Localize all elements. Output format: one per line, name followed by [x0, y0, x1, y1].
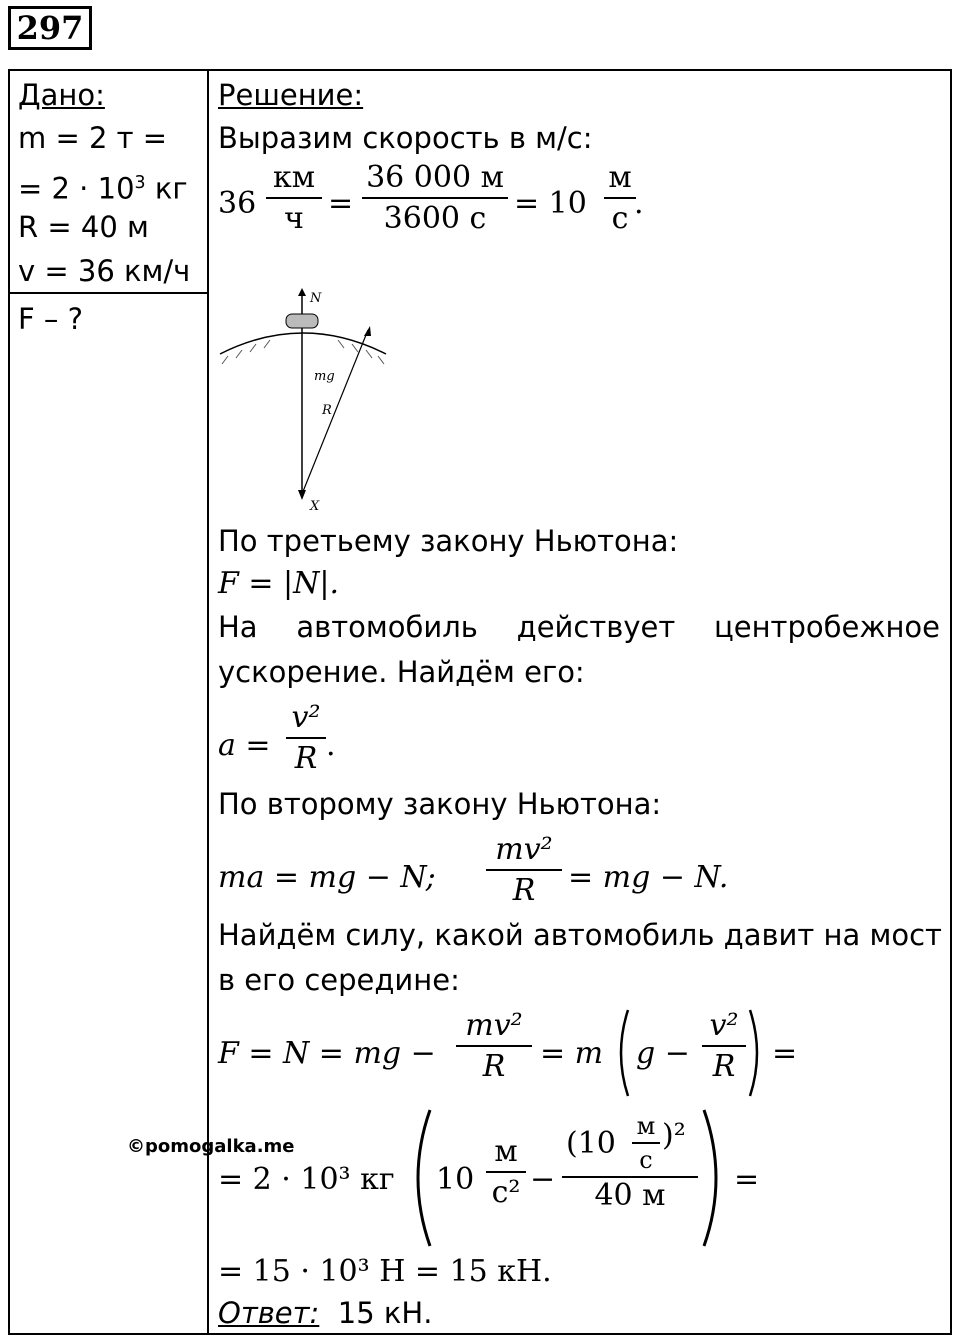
eq6-paren-left	[404, 1108, 434, 1248]
eq5-mid: = m	[540, 1036, 604, 1071]
eq5-paren-left	[612, 1008, 632, 1098]
force-text-2: в его середине:	[218, 963, 460, 997]
eq6-frac-ms2: м с²	[486, 1134, 526, 1210]
eq6-paren-right	[700, 1108, 730, 1248]
given-header: Дано:	[18, 78, 105, 112]
eq6-ten: 10	[436, 1162, 475, 1197]
eq1-frac-ms: 36 000 м 3600 с	[362, 160, 508, 236]
x-arrowhead	[298, 490, 306, 500]
eq4-frac: mv² R	[486, 832, 562, 908]
eq5-frac1: mv² R	[456, 1008, 532, 1084]
watermark: ©pomogalka.me	[127, 1136, 295, 1157]
eq4-right: = mg − N.	[568, 860, 729, 895]
eq5-g: g −	[636, 1036, 690, 1071]
eq6-den: 40 м	[594, 1178, 666, 1213]
find-force: F – ?	[18, 302, 84, 336]
eq3-a: a =	[218, 728, 271, 763]
eq4-left: ma = mg − N;	[218, 860, 436, 895]
given-mass-si: = $2 \cdot 10^3$ кг	[18, 171, 188, 206]
eq6-end: =	[734, 1162, 760, 1197]
label-N: N	[310, 291, 322, 306]
label-X: X	[310, 499, 320, 514]
force-text-1: Найдём силу, какой автомобиль давит на мост	[218, 918, 942, 952]
eq3-frac: v² R	[286, 700, 326, 776]
eq2: F = |N|.	[218, 566, 340, 601]
eq6-inner-frac: м с	[632, 1112, 660, 1174]
problem-number: 297	[8, 6, 92, 50]
eq1-36: 36	[218, 186, 257, 221]
eq1-result: = 10	[514, 186, 587, 221]
eq3-dot: .	[326, 728, 336, 763]
eq1-frac-m-s: м с	[604, 160, 636, 236]
eq5-end: =	[772, 1036, 798, 1071]
given-radius: R = 40 м	[18, 210, 149, 244]
eq6-num-open: (10	[566, 1126, 616, 1161]
answer-value: 15 кН.	[337, 1296, 433, 1330]
normal-arrowhead	[298, 288, 306, 296]
bridge-arc	[220, 333, 386, 354]
eq6-left: = 2 · 10³ кг	[218, 1162, 395, 1197]
given-divider	[8, 292, 208, 294]
answer-label: Ответ:	[218, 1296, 320, 1330]
given-mass: m = 2 т =	[18, 121, 168, 155]
newton3-text: По третьему закону Ньютона:	[218, 524, 679, 558]
solution-header: Решение:	[218, 78, 364, 112]
centrifugal-text-2: ускорение. Найдём его:	[218, 655, 585, 689]
bridge-figure	[218, 284, 388, 516]
eq6-num-close: )²	[662, 1118, 686, 1153]
eq5-paren-right	[746, 1008, 766, 1098]
eq6-minus: −	[530, 1162, 556, 1197]
eq5-left: F = N = mg −	[218, 1036, 436, 1071]
eq1-dot: .	[634, 186, 644, 221]
eq1-frac-kmh: км ч	[266, 160, 322, 236]
eq1-equals: =	[328, 186, 354, 221]
car-icon	[286, 314, 318, 328]
given-speed: v = 36 км/ч	[18, 254, 191, 288]
label-mg: mg	[314, 369, 335, 384]
step-convert-speed: Выразим скорость в м/с:	[218, 121, 593, 155]
eq5-frac2: v² R	[702, 1008, 746, 1084]
eq6-big-frac	[562, 1112, 698, 1213]
label-R: R	[322, 403, 332, 418]
newton2-text: По второму закону Ньютона:	[218, 787, 662, 821]
centrifugal-text-1: На автомобиль действует центробежное	[218, 610, 940, 644]
radius-line	[302, 330, 368, 494]
answer	[218, 1296, 432, 1330]
eq7-result: = 15 · 10³ Н = 15 кН.	[218, 1254, 552, 1289]
radius-arrowhead	[364, 326, 371, 336]
